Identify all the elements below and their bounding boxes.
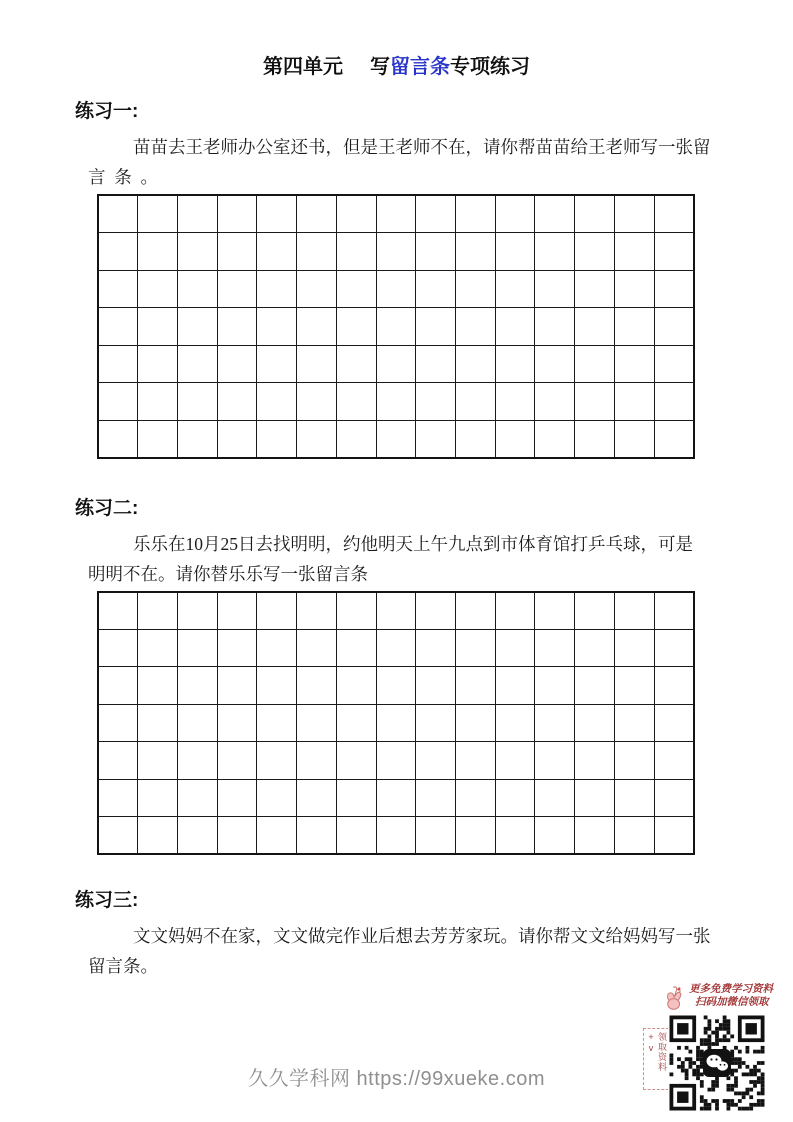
grid-cell (98, 270, 138, 308)
grid-cell (654, 742, 694, 780)
grid-cell (257, 420, 297, 458)
grid-cell (495, 742, 535, 780)
writing-grid-2 (97, 591, 695, 856)
grid-cell (455, 704, 495, 742)
grid-cell (535, 308, 575, 346)
grid-cell (98, 345, 138, 383)
grid-cell (614, 704, 654, 742)
grid-cell (495, 195, 535, 233)
grid-cell (535, 629, 575, 667)
grid-cell (297, 779, 337, 817)
exercise-1-line-1: 苗苗去王老师办公室还书，但是王老师不在，请你帮苗苗给王老师写一张留 (133, 137, 711, 157)
grid-cell (614, 592, 654, 630)
grid-cell (495, 345, 535, 383)
grid-cell (138, 742, 178, 780)
grid-cell (257, 742, 297, 780)
promo-line-1: 更多免费学习资料 (689, 983, 773, 995)
grid-cell (575, 704, 615, 742)
grid-cell (217, 667, 257, 705)
exercise-3-heading: 练习三: (75, 890, 139, 911)
grid-cell (614, 667, 654, 705)
grid-cell (376, 629, 416, 667)
grid-cell (455, 742, 495, 780)
grid-cell (336, 667, 376, 705)
grid-cell (336, 383, 376, 421)
grid-cell (297, 270, 337, 308)
grid-cell (614, 270, 654, 308)
grid-cell (535, 345, 575, 383)
grid-cell (416, 629, 456, 667)
grid-cell (336, 629, 376, 667)
grid-cell (257, 629, 297, 667)
grid-cell (614, 383, 654, 421)
grid-cell (376, 195, 416, 233)
exercise-3-line-2: 留言条。 (88, 956, 158, 976)
grid-cell (336, 270, 376, 308)
grid-cell (217, 195, 257, 233)
grid-cell (495, 629, 535, 667)
grid-cell (138, 667, 178, 705)
grid-cell (138, 345, 178, 383)
grid-cell (138, 817, 178, 855)
grid-cell (257, 383, 297, 421)
grid-cell (416, 345, 456, 383)
grid-cell (654, 420, 694, 458)
grid-cell (336, 308, 376, 346)
grid-cell (495, 817, 535, 855)
grid-cell (177, 629, 217, 667)
grid-cell (138, 779, 178, 817)
exercise-1-line-2: 言 条 。 (88, 167, 158, 187)
grid-cell (217, 592, 257, 630)
grid-cell (297, 592, 337, 630)
exercise-3-line-1: 文文妈妈不在家，文文做完作业后想去芳芳家玩。请你帮文文给妈妈写一张 (133, 926, 711, 946)
grid-cell (535, 704, 575, 742)
grid-cell (614, 308, 654, 346)
grid-cell (376, 270, 416, 308)
exercise-2-line-2: 明明不在。请你替乐乐写一张留言条 (88, 563, 368, 584)
grid-cell (455, 345, 495, 383)
grid-cell (575, 817, 615, 855)
grid-cell (455, 779, 495, 817)
grid-cell (455, 270, 495, 308)
grid-cell (455, 817, 495, 855)
grid-cell (575, 270, 615, 308)
grid-cell (495, 383, 535, 421)
grid-cell (336, 345, 376, 383)
exercise-1-text (88, 132, 723, 192)
grid-cell (336, 233, 376, 271)
grid-cell (376, 345, 416, 383)
grid-cell (416, 592, 456, 630)
grid-cell (336, 592, 376, 630)
grid-cell (376, 592, 416, 630)
grid-cell (614, 779, 654, 817)
grid-cell (575, 667, 615, 705)
grid-cell (495, 779, 535, 817)
grid-cell (535, 233, 575, 271)
grid-cell (177, 667, 217, 705)
grid-cell (455, 308, 495, 346)
grid-cell (535, 383, 575, 421)
grid-cell (98, 383, 138, 421)
grid-cell (575, 779, 615, 817)
wechat-promo (642, 983, 790, 1114)
grid-cell (98, 742, 138, 780)
grid-cell (336, 195, 376, 233)
grid-cell (257, 592, 297, 630)
grid-cell (138, 195, 178, 233)
grid-cell (297, 420, 337, 458)
grid-cell (535, 779, 575, 817)
grid-cell (416, 383, 456, 421)
grid-cell (416, 817, 456, 855)
grid-cell (177, 345, 217, 383)
grid-cell (376, 817, 416, 855)
grid-cell (98, 667, 138, 705)
grid-cell (535, 270, 575, 308)
grid-cell (654, 270, 694, 308)
grid-cell (98, 420, 138, 458)
grid-cell (257, 667, 297, 705)
grid-cell (217, 629, 257, 667)
grid-cell (376, 233, 416, 271)
grid-cell (297, 195, 337, 233)
grid-cell (217, 383, 257, 421)
grid-cell (654, 592, 694, 630)
grid-cell (376, 704, 416, 742)
grid-cell (336, 779, 376, 817)
grid-cell (654, 308, 694, 346)
grid-cell (416, 742, 456, 780)
grid-cell (654, 383, 694, 421)
grid-cell (297, 233, 337, 271)
grid-cell (416, 195, 456, 233)
grid-cell (455, 592, 495, 630)
grid-cell (535, 667, 575, 705)
grid-cell (177, 592, 217, 630)
grid-cell (257, 233, 297, 271)
grid-cell (535, 817, 575, 855)
footer-watermark: 久久学科网 https://99xueke.com (247, 1068, 546, 1090)
grid-cell (535, 742, 575, 780)
grid-cell (614, 420, 654, 458)
grid-cell (336, 420, 376, 458)
grid-cell (654, 629, 694, 667)
grid-cell (297, 667, 337, 705)
grid-cell (535, 195, 575, 233)
exercise-1-heading: 练习一: (75, 101, 139, 122)
grid-cell (535, 592, 575, 630)
grid-cell (416, 270, 456, 308)
grid-cell (177, 195, 217, 233)
grid-cell (575, 742, 615, 780)
grid-cell (495, 270, 535, 308)
grid-cell (98, 195, 138, 233)
grid-cell (217, 704, 257, 742)
grid-cell (297, 383, 337, 421)
grid-cell (98, 817, 138, 855)
grid-cell (376, 667, 416, 705)
grid-cell (654, 704, 694, 742)
grid-cell (217, 420, 257, 458)
grid-cell (654, 667, 694, 705)
grid-cell (336, 742, 376, 780)
grid-cell (416, 420, 456, 458)
grid-cell (177, 817, 217, 855)
grid-cell (376, 308, 416, 346)
grid-cell (535, 420, 575, 458)
promo-line-2: 扫码加微信领取 (695, 996, 769, 1008)
grid-cell (177, 420, 217, 458)
grid-cell (495, 420, 535, 458)
grid-cell (614, 195, 654, 233)
grid-cell (177, 233, 217, 271)
grid-cell (575, 420, 615, 458)
grid-cell (177, 779, 217, 817)
grid-cell (575, 345, 615, 383)
grid-cell (654, 779, 694, 817)
qr-side-label: 领取资料+v (643, 1028, 669, 1090)
grid-cell (455, 383, 495, 421)
grid-cell (376, 383, 416, 421)
grid-cell (495, 667, 535, 705)
grid-cell (297, 308, 337, 346)
grid-cell (217, 233, 257, 271)
grid-cell (575, 383, 615, 421)
grid-cell (495, 592, 535, 630)
grid-cell (654, 233, 694, 271)
grid-cell (98, 233, 138, 271)
grid-cell (575, 629, 615, 667)
grid-cell (455, 420, 495, 458)
grid-cell (654, 345, 694, 383)
grid-cell (177, 704, 217, 742)
grid-cell (495, 704, 535, 742)
grid-cell (455, 667, 495, 705)
grid-cell (297, 704, 337, 742)
exercise-2-text (88, 529, 723, 589)
finger-heart-icon (664, 985, 686, 1011)
grid-cell (217, 742, 257, 780)
grid-cell (138, 704, 178, 742)
grid-cell (297, 742, 337, 780)
grid-cell (495, 308, 535, 346)
grid-cell (416, 779, 456, 817)
grid-cell (575, 592, 615, 630)
grid-cell (495, 233, 535, 271)
grid-cell (98, 779, 138, 817)
exercise-3-text (88, 921, 723, 981)
grid-cell (416, 308, 456, 346)
grid-cell (138, 383, 178, 421)
grid-cell (614, 345, 654, 383)
grid-cell (376, 742, 416, 780)
grid-cell (98, 592, 138, 630)
grid-cell (376, 420, 416, 458)
title-verb: 写 (370, 56, 390, 78)
grid-cell (138, 629, 178, 667)
grid-cell (217, 779, 257, 817)
grid-cell (257, 195, 297, 233)
grid-cell (98, 629, 138, 667)
grid-cell (614, 233, 654, 271)
grid-cell (297, 345, 337, 383)
grid-cell (257, 308, 297, 346)
grid-cell (217, 308, 257, 346)
grid-cell (257, 704, 297, 742)
grid-cell (138, 270, 178, 308)
grid-cell (336, 704, 376, 742)
grid-cell (138, 308, 178, 346)
exercise-2-line-1: 乐乐在10月25日去找明明，约他明天上午九点到市体育馆打乒乓球，可是 (133, 533, 693, 554)
grid-cell (98, 308, 138, 346)
grid-cell (614, 817, 654, 855)
grid-cell (376, 779, 416, 817)
grid-cell (614, 742, 654, 780)
grid-cell (138, 420, 178, 458)
grid-cell (217, 817, 257, 855)
grid-cell (217, 270, 257, 308)
grid-cell (217, 345, 257, 383)
promo-header (642, 983, 790, 1011)
promo-text (689, 983, 773, 1009)
grid-cell (575, 308, 615, 346)
title-prefix: 第四单元 (263, 56, 343, 78)
grid-cell (297, 629, 337, 667)
grid-cell (416, 704, 456, 742)
grid-cell (177, 308, 217, 346)
grid-cell (654, 195, 694, 233)
grid-cell (257, 817, 297, 855)
grid-cell (654, 817, 694, 855)
grid-cell (257, 345, 297, 383)
title-suffix: 专项练习 (450, 56, 530, 78)
grid-cell (455, 195, 495, 233)
grid-cell (98, 704, 138, 742)
grid-cell (138, 592, 178, 630)
grid-cell (416, 667, 456, 705)
grid-cell (336, 817, 376, 855)
grid-cell (455, 629, 495, 667)
exercise-2-heading: 练习二: (75, 497, 139, 519)
grid-cell (416, 233, 456, 271)
page-title (0, 0, 793, 82)
grid-cell (257, 779, 297, 817)
grid-cell (614, 629, 654, 667)
grid-cell (177, 742, 217, 780)
grid-cell (177, 383, 217, 421)
grid-cell (138, 233, 178, 271)
grid-cell (455, 233, 495, 271)
title-highlight: 留言条 (390, 56, 450, 78)
grid-cell (297, 817, 337, 855)
writing-grid-1 (97, 194, 695, 459)
grid-cell (575, 233, 615, 271)
grid-cell (177, 270, 217, 308)
grid-cell (575, 195, 615, 233)
grid-cell (257, 270, 297, 308)
